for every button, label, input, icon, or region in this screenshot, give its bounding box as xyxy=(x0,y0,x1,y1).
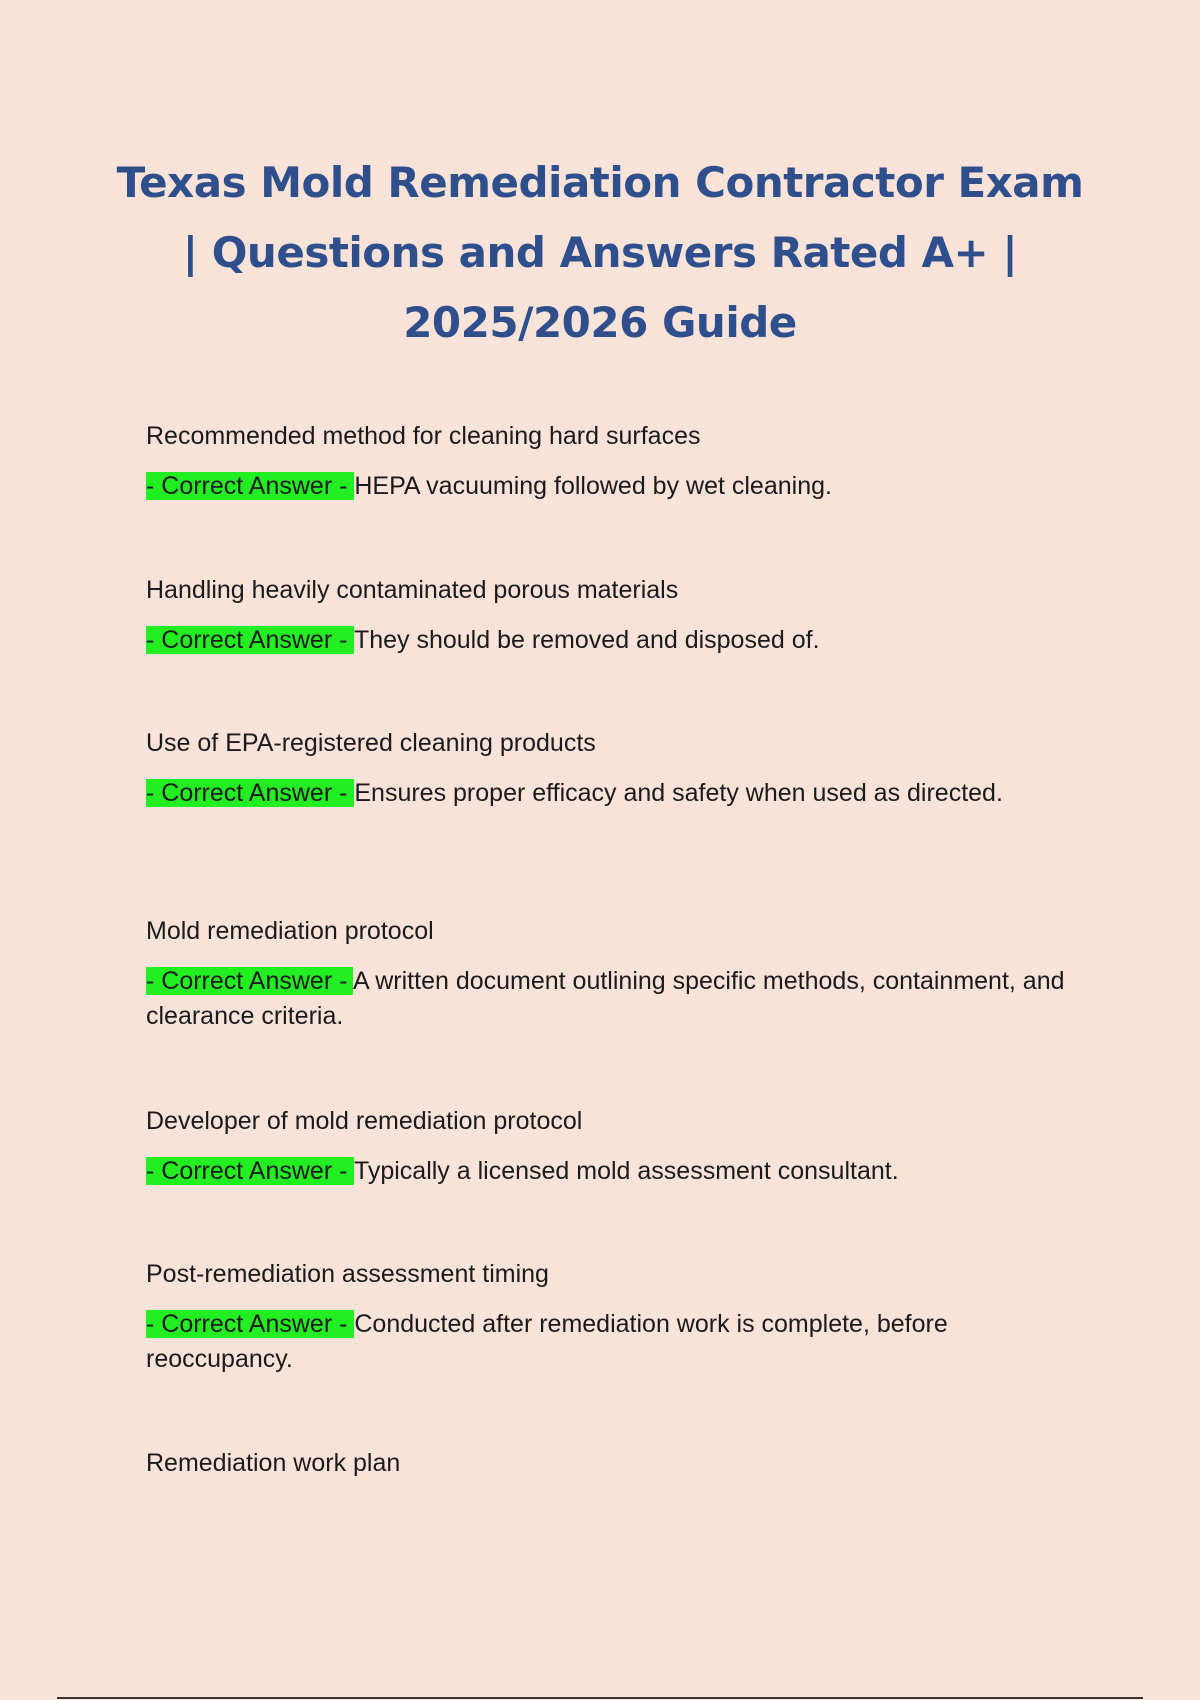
answer-body: They should be removed and disposed of. xyxy=(353,626,820,654)
question-text: Developer of mold remediation protocol xyxy=(146,1107,583,1135)
question-text: Use of EPA-registered cleaning products xyxy=(146,729,596,757)
correct-answer-label: - Correct Answer - xyxy=(146,967,353,995)
title-line-1: Texas Mold Remediation Contractor Exam xyxy=(116,158,1084,207)
qa-item xyxy=(146,1104,1076,1189)
qa-item xyxy=(146,419,1076,504)
answer-body: Ensures proper efficacy and safety when used as directed. xyxy=(354,779,1003,807)
qa-item xyxy=(146,1257,1076,1377)
title-line-2: | Questions and Answers Rated A+ | xyxy=(182,228,1018,277)
qa-item xyxy=(146,1446,1076,1480)
question-text: Mold remediation protocol xyxy=(146,917,434,945)
question-text: Post-remediation assessment timing xyxy=(146,1260,549,1288)
qa-item xyxy=(146,914,1076,1034)
answer-text xyxy=(146,1307,1076,1377)
correct-answer-label: - Correct Answer - xyxy=(146,1310,355,1338)
answer-text xyxy=(146,964,1076,1034)
question-text: Handling heavily contaminated porous materials xyxy=(146,576,679,604)
answer-text xyxy=(146,1154,1076,1189)
qa-item xyxy=(146,573,1076,658)
answer-body: Conducted after remediation work is complete, before reoccupancy. xyxy=(146,1310,948,1373)
title-line-3: 2025/2026 Guide xyxy=(403,298,797,347)
answer-text xyxy=(146,776,1076,811)
question-text: Recommended method for cleaning hard surfaces xyxy=(146,422,701,450)
question-text: Remediation work plan xyxy=(146,1449,401,1477)
correct-answer-label: - Correct Answer - xyxy=(146,626,354,654)
answer-text xyxy=(146,469,1076,504)
correct-answer-label: - Correct Answer - xyxy=(146,472,355,500)
correct-answer-label: - Correct Answer - xyxy=(146,1157,354,1185)
answer-body: HEPA vacuuming followed by wet cleaning. xyxy=(354,472,832,500)
answer-body: Typically a licensed mold assessment consultant. xyxy=(353,1157,899,1185)
qa-item xyxy=(146,726,1076,811)
correct-answer-label: - Correct Answer - xyxy=(146,779,355,807)
answer-text xyxy=(146,623,1076,658)
footer-divider xyxy=(57,1697,1143,1699)
answer-body: A written document outlining specific methods, containment, and clearance criteria. xyxy=(146,967,1065,1030)
document-title xyxy=(100,148,1100,358)
